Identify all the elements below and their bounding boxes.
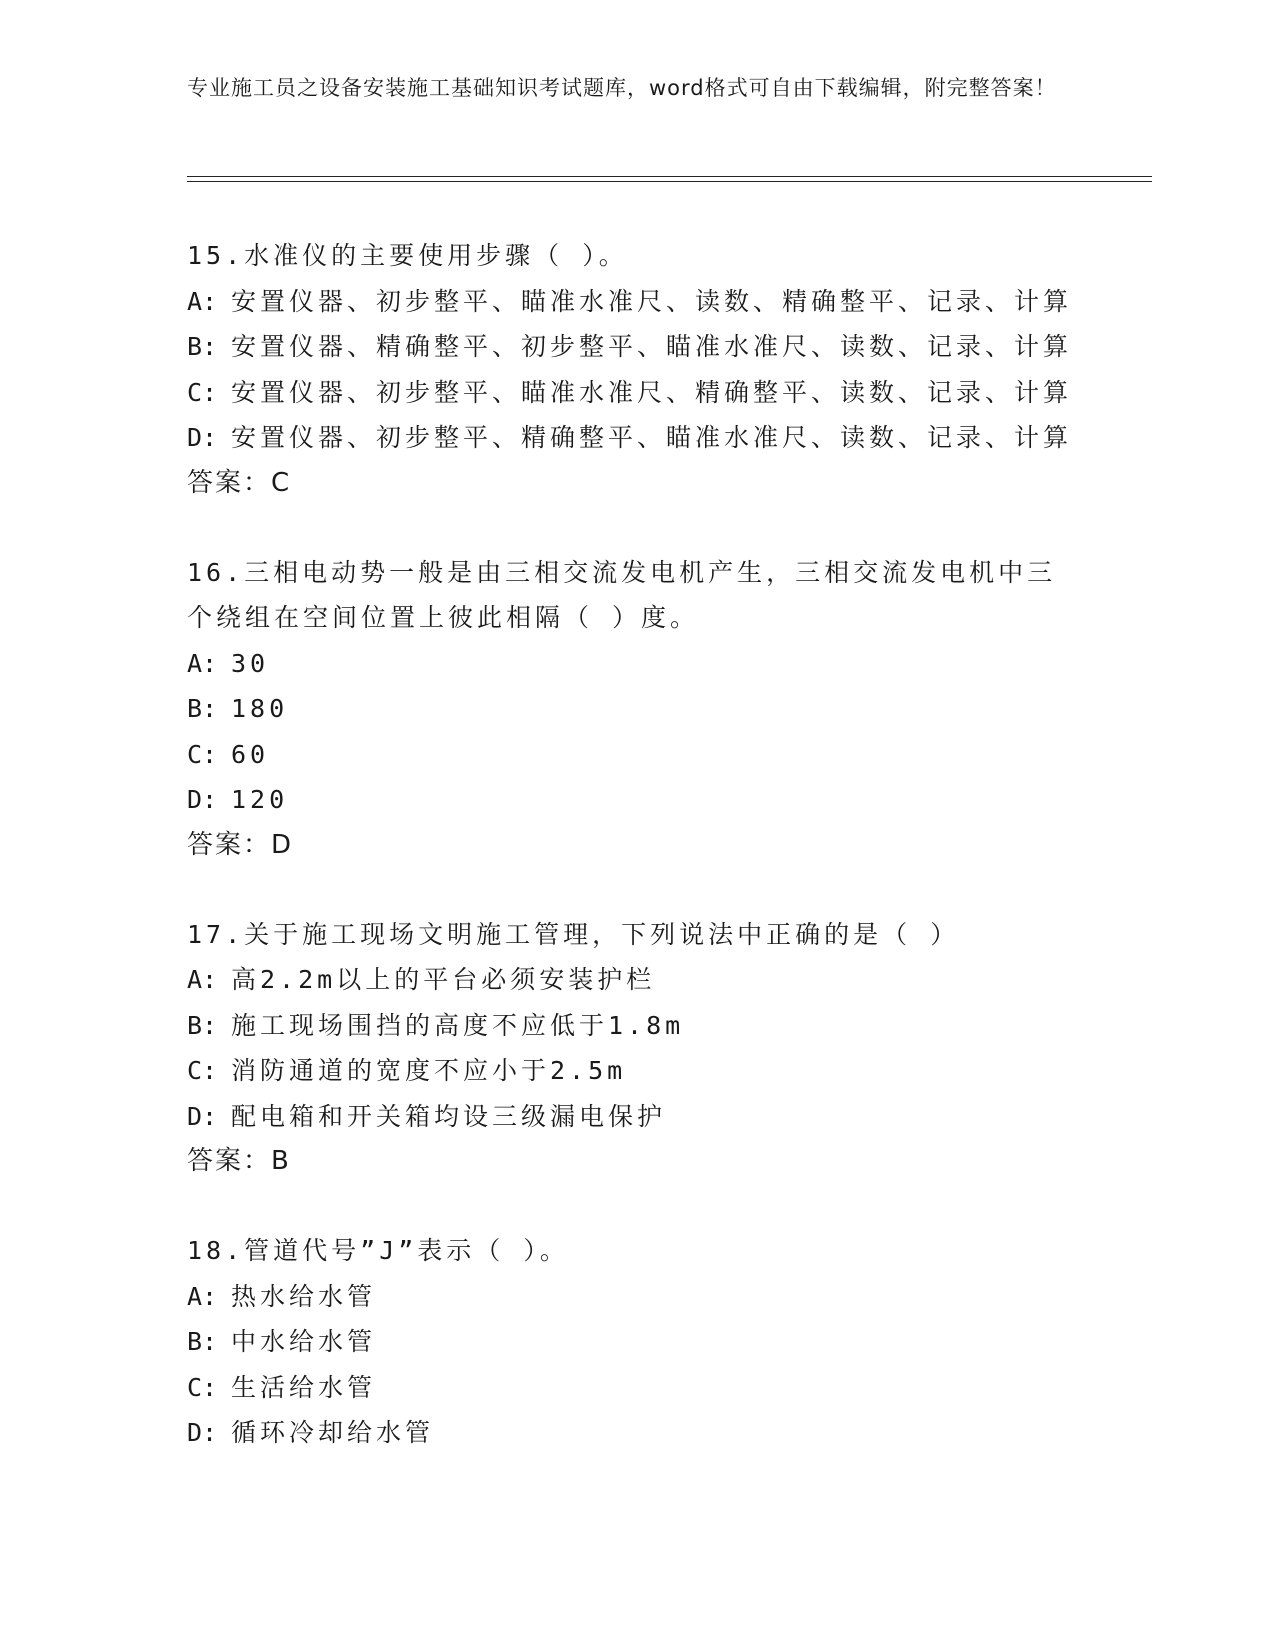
option-b (187, 686, 1147, 732)
answer-line: 答案：B (187, 1146, 291, 1176)
option-d (187, 1410, 1147, 1456)
option-letter: D: (187, 785, 218, 814)
option-text: 高2.2m以上的平台必须安装护栏 (231, 965, 656, 994)
option-text: 消防通道的宽度不应小于2.5m (231, 1056, 627, 1085)
option-d (187, 415, 1147, 461)
answer-line: 答案：D (187, 829, 294, 860)
question-15 (187, 233, 1147, 506)
option-d (187, 1094, 1147, 1140)
option-b (187, 1003, 1147, 1049)
option-letter: B: (187, 694, 218, 723)
option-b (187, 324, 1147, 370)
option-letter: D: (187, 1101, 218, 1131)
option-text: 安置仪器、初步整平、瞄准水准尺、读数、精确整平、记录、计算 (231, 286, 1073, 316)
option-text: 中水给水管 (231, 1327, 377, 1356)
question-stem: 18.管道代号”J”表示（ ）。 (187, 1236, 569, 1265)
option-letter: B: (187, 332, 218, 361)
option-letter: A: (187, 965, 218, 994)
option-text: 120 (231, 785, 289, 814)
option-text: 180 (231, 694, 289, 723)
option-letter: A: (187, 286, 218, 316)
option-a (187, 641, 1147, 687)
option-c (187, 370, 1147, 416)
question-16 (187, 550, 1147, 868)
option-letter: A: (187, 648, 218, 678)
option-text: 安置仪器、初步整平、精确整平、瞄准水准尺、读数、记录、计算 (231, 423, 1073, 452)
option-text: 30 (231, 648, 270, 678)
option-letter: A: (187, 1281, 218, 1311)
option-letter: D: (187, 1418, 218, 1447)
document-header: 专业施工员之设备安装施工基础知识考试题库，word格式可自由下载编辑，附完整答案！ (187, 76, 1057, 100)
option-text: 循环冷却给水管 (231, 1418, 435, 1447)
question-stem: 17.关于施工现场文明施工管理，下列说法中正确的是（ ） (187, 919, 960, 949)
option-text: 安置仪器、初步整平、瞄准水准尺、精确整平、读数、记录、计算 (231, 377, 1073, 407)
option-b (187, 1319, 1147, 1365)
option-text: 生活给水管 (231, 1372, 377, 1402)
option-text: 60 (231, 739, 270, 769)
option-letter: C: (187, 739, 218, 769)
answer-line: 答案：C (187, 467, 292, 498)
option-letter: B: (187, 1010, 218, 1040)
question-18 (187, 1228, 1147, 1456)
option-letter: C: (187, 1056, 218, 1085)
option-text: 施工现场围挡的高度不应低于1.8m (231, 1010, 685, 1040)
option-a (187, 957, 1147, 1003)
header-divider-top (187, 176, 1152, 177)
question-17 (187, 912, 1147, 1185)
option-letter: C: (187, 1372, 218, 1402)
option-c (187, 1048, 1147, 1094)
option-d (187, 777, 1147, 823)
option-text: 配电箱和开关箱均设三级漏电保护 (231, 1101, 667, 1131)
question-list (187, 233, 1147, 1500)
option-text: 安置仪器、精确整平、初步整平、瞄准水准尺、读数、记录、计算 (231, 332, 1073, 361)
option-a (187, 279, 1147, 325)
option-c (187, 732, 1147, 778)
question-stem: 15.水准仪的主要使用步骤（ ）。 (187, 241, 628, 270)
option-letter: D: (187, 423, 218, 452)
option-letter: C: (187, 377, 218, 407)
option-text: 热水给水管 (231, 1281, 377, 1311)
option-c (187, 1365, 1147, 1411)
header-divider-bottom (187, 181, 1152, 182)
option-letter: B: (187, 1327, 218, 1356)
option-a (187, 1274, 1147, 1320)
question-stem: 16.三相电动势一般是由三相交流发电机产生，三相交流发电机中三个绕组在空间位置上彼此相隔（ ）度。 (187, 557, 1057, 632)
